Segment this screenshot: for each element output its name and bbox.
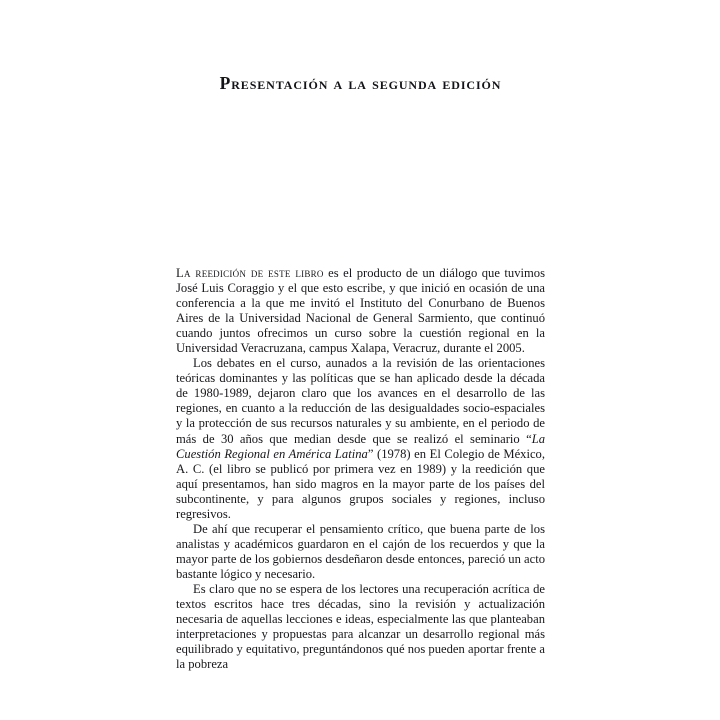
paragraph-1-text: es el producto de un diálogo que tuvimos José Luis Coraggio y el que esto escribe, y que inició en ocasión de una conferencia a la que me invitó el Instituto del Conurbano de Buenos Aires de la Universidad Nacional de General Sarmiento, que continuó cuando juntos ofrecimos un curso sobre la cuestión regional en la Universidad Veracruzana, campus Xalapa, Veracruz, durante el 2005. xyxy=(176,266,546,356)
body-text-block xyxy=(176,266,545,672)
paragraph-2-text-before-title: Los debates en el curso, aunados a la revisión de las orientaciones teóricas dominantes y las políticas que se han aplicado desde la década de 1980-1989, dejaron claro que los avances en el desarrollo de las regiones, en cuanto a la reducción de las desigualdades socio-espaciales y la protección de sus recursos naturales y su ambiente, en el periodo de más de 30 años que median desde que se realizó el seminario “ xyxy=(176,356,545,446)
paragraph-4: Es claro que no se espera de los lectores una recuperación acrítica de textos escritos hace tres décadas, sino la revisión y actualización necesaria de aquellas lecciones e ideas, especialmente las que planteaban interpretaciones y propuestas para alcanzar un desarrollo regional más equilibrado y equitativo, preguntándonos qué nos pueden aportar frente a la pobreza xyxy=(176,581,545,672)
page-title: Presentación a la segunda edición xyxy=(219,72,502,93)
paragraph-2-italic-seminar-title: La Cuestión Regional en América Latina xyxy=(176,431,545,461)
paragraph-2 xyxy=(176,356,545,522)
paragraph-1 xyxy=(176,266,545,356)
paragraph-1-lead-smallcaps: La reedición de este libro xyxy=(176,266,324,280)
paragraph-3: De ahí que recuperar el pensamiento crítico, que buena parte de los analistas y académicos guardaron en el cajón de los recuerdos y que la mayor parte de los gobiernos desdeñaron desde entonces, pareció un acto bastante lógico y necesario. xyxy=(176,521,545,581)
paragraph-2-text-after-title: ” (1978) en El Colegio de México, A. C. (el libro se publicó por primera vez en 1989) y la reedición que aquí presentamos, han sido magros en la mayor parte de los países del subcontinente, y para algunos grupos sociales y regiones, incluso regresivos. xyxy=(176,446,545,521)
